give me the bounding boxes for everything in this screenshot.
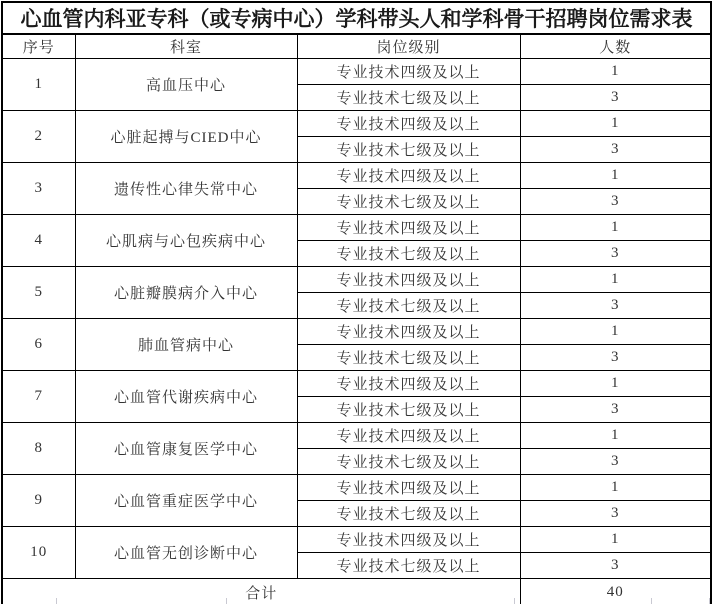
count-cell: 3 (520, 293, 711, 319)
total-value-cell: 40 (520, 579, 711, 604)
table-row (2, 59, 711, 85)
table-row (2, 371, 711, 397)
department-cell: 心血管重症医学中心 (75, 475, 297, 527)
position-level-cell: 专业技术七级及以上 (297, 241, 520, 267)
position-level-cell: 专业技术四级及以上 (297, 527, 520, 553)
gridline-stub (56, 598, 57, 604)
department-cell: 心肌病与心包疾病中心 (75, 215, 297, 267)
position-level-cell: 专业技术四级及以上 (297, 319, 520, 345)
department-cell: 遗传性心律失常中心 (75, 163, 297, 215)
count-cell: 1 (520, 163, 711, 189)
row-no-cell: 4 (2, 215, 75, 267)
col-header-headcount: 人数 (520, 34, 711, 59)
count-cell: 3 (520, 241, 711, 267)
table-title: 心血管内科亚专科（或专病中心）学科带头人和学科骨干招聘岗位需求表 (2, 2, 711, 34)
count-cell: 3 (520, 85, 711, 111)
position-level-cell: 专业技术七级及以上 (297, 189, 520, 215)
total-row (2, 579, 711, 604)
count-cell: 1 (520, 111, 711, 137)
count-cell: 1 (520, 527, 711, 553)
department-cell: 心血管代谢疾病中心 (75, 371, 297, 423)
position-level-cell: 专业技术七级及以上 (297, 137, 520, 163)
department-cell: 心脏起搏与CIED中心 (75, 111, 297, 163)
department-cell: 心血管康复医学中心 (75, 423, 297, 475)
position-level-cell: 专业技术四级及以上 (297, 59, 520, 85)
position-level-cell: 专业技术七级及以上 (297, 501, 520, 527)
table-row (2, 111, 711, 137)
col-header-department: 科室 (75, 34, 297, 59)
row-no-cell: 3 (2, 163, 75, 215)
gridline-stub (651, 598, 652, 604)
position-level-cell: 专业技术四级及以上 (297, 163, 520, 189)
total-label-cell: 合计 (2, 579, 520, 604)
position-level-cell: 专业技术七级及以上 (297, 293, 520, 319)
row-no-cell: 6 (2, 319, 75, 371)
row-no-cell: 7 (2, 371, 75, 423)
table-row (2, 423, 711, 449)
count-cell: 3 (520, 189, 711, 215)
col-header-position-level: 岗位级别 (297, 34, 520, 59)
department-cell: 肺血管病中心 (75, 319, 297, 371)
position-level-cell: 专业技术四级及以上 (297, 475, 520, 501)
count-cell: 3 (520, 345, 711, 371)
count-cell: 1 (520, 267, 711, 293)
count-cell: 1 (520, 215, 711, 241)
position-level-cell: 专业技术七级及以上 (297, 85, 520, 111)
row-no-cell: 9 (2, 475, 75, 527)
count-cell: 3 (520, 553, 711, 579)
position-level-cell: 专业技术七级及以上 (297, 345, 520, 371)
table-row (2, 475, 711, 501)
count-cell: 1 (520, 475, 711, 501)
department-cell: 心血管无创诊断中心 (75, 527, 297, 579)
count-cell: 3 (520, 501, 711, 527)
position-level-cell: 专业技术四级及以上 (297, 215, 520, 241)
row-no-cell: 2 (2, 111, 75, 163)
department-cell: 高血压中心 (75, 59, 297, 111)
department-cell: 心脏瓣膜病介入中心 (75, 267, 297, 319)
row-no-cell: 1 (2, 59, 75, 111)
gridline-stub (514, 598, 515, 604)
table-row (2, 163, 711, 189)
table-row (2, 527, 711, 553)
table-row (2, 319, 711, 345)
count-cell: 3 (520, 397, 711, 423)
count-cell: 1 (520, 371, 711, 397)
recruitment-table (1, 1, 712, 604)
count-cell: 3 (520, 137, 711, 163)
row-no-cell: 10 (2, 527, 75, 579)
position-level-cell: 专业技术七级及以上 (297, 553, 520, 579)
position-level-cell: 专业技术七级及以上 (297, 397, 520, 423)
document-sheet (0, 1, 713, 604)
count-cell: 1 (520, 423, 711, 449)
position-level-cell: 专业技术七级及以上 (297, 449, 520, 475)
count-cell: 1 (520, 59, 711, 85)
row-no-cell: 5 (2, 267, 75, 319)
col-header-seq: 序号 (2, 34, 75, 59)
position-level-cell: 专业技术四级及以上 (297, 267, 520, 293)
gridline-stub (226, 598, 227, 604)
gridline-stub (709, 598, 710, 604)
table-row (2, 215, 711, 241)
position-level-cell: 专业技术四级及以上 (297, 423, 520, 449)
position-level-cell: 专业技术四级及以上 (297, 371, 520, 397)
count-cell: 3 (520, 449, 711, 475)
count-cell: 1 (520, 319, 711, 345)
row-no-cell: 8 (2, 423, 75, 475)
table-row (2, 267, 711, 293)
position-level-cell: 专业技术四级及以上 (297, 111, 520, 137)
